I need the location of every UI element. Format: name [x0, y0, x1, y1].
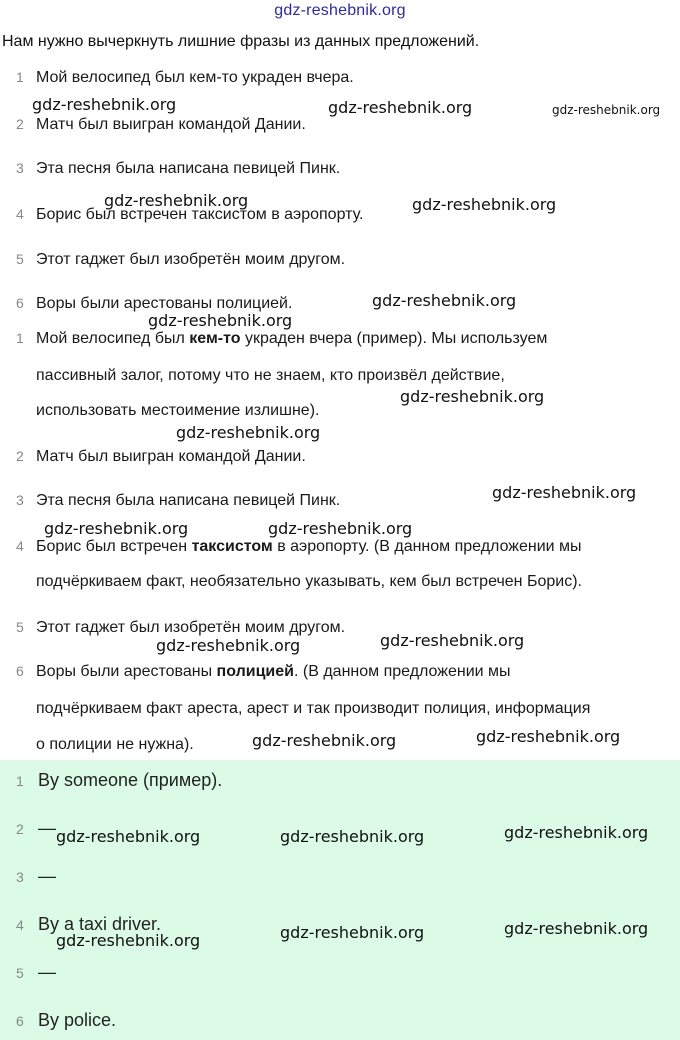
item-text: Эта песня была написана певицей Пинк. — [36, 160, 341, 177]
item-text-line: подчёркиваем факт, необязательно указывать, кем был встречен Борис). — [36, 573, 582, 590]
item-text: Матч был выигран командой Дании. — [36, 448, 306, 465]
item-number: 4 — [16, 538, 24, 554]
watermark-text: gdz-reshebnik.org — [372, 291, 517, 310]
item-number: 5 — [16, 251, 24, 267]
watermark-text: gdz-reshebnik.org — [504, 919, 649, 938]
watermark-text: gdz-reshebnik.org — [492, 483, 637, 502]
watermark-text: gdz-reshebnik.org — [476, 727, 621, 746]
watermark-text: gdz-reshebnik.org — [504, 823, 649, 842]
item-text: Матч был выигран командой Дании. — [36, 116, 306, 133]
item-number: 5 — [16, 965, 24, 981]
item-text-line: использовать местоимение излишне). — [36, 402, 320, 419]
answer-text: — — [38, 866, 56, 886]
item-number: 6 — [16, 1013, 24, 1029]
watermark-text: gdz-reshebnik.org — [252, 731, 397, 750]
item-number: 4 — [16, 206, 24, 222]
item-number: 3 — [16, 869, 24, 885]
item-text: Этот гаджет был изобретён моим другом. — [36, 619, 346, 636]
item-text: Мой велосипед был кем-то украден вчера. — [36, 69, 354, 86]
item-number: 3 — [16, 160, 24, 176]
item-number: 2 — [16, 448, 24, 464]
item-number: 2 — [16, 116, 24, 132]
answer-panel — [0, 760, 680, 1040]
watermark-text: gdz-reshebnik.org — [156, 636, 301, 655]
answer-text: By police. — [38, 1010, 117, 1030]
item-number: 2 — [16, 821, 24, 837]
watermark-text: gdz-reshebnik.org — [380, 631, 525, 650]
item-number: 5 — [16, 619, 24, 635]
watermark-text: gdz-reshebnik.org — [280, 827, 425, 846]
intro-text: Нам нужно вычеркнуть лишние фразы из данных предложений. — [2, 33, 480, 50]
emphasis: таксистом — [191, 538, 273, 555]
item-text: Этот гаджет был изобретён моим другом. — [36, 251, 346, 268]
item-text: Воры были арестованы полицией. — [36, 295, 293, 312]
item-number: 1 — [16, 330, 24, 346]
watermark-text: gdz-reshebnik.org — [412, 195, 557, 214]
item-number: 1 — [16, 773, 24, 789]
emphasis: полицией — [216, 663, 294, 680]
watermark-text: gdz-reshebnik.org — [268, 519, 413, 538]
item-text-line: подчёркиваем факт ареста, арест и так производит полиция, информация — [36, 700, 591, 717]
watermark-text: gdz-reshebnik.org — [400, 387, 545, 406]
watermark-text: gdz-reshebnik.org — [44, 519, 189, 538]
watermark-text: gdz-reshebnik.org — [104, 191, 249, 210]
watermark-text: gdz-reshebnik.org — [32, 95, 177, 114]
watermark-text: gdz-reshebnik.org — [552, 103, 661, 117]
answer-text: — — [38, 818, 56, 838]
item-text: Воры были арестованы полицией. (В данном предложении мы — [36, 663, 511, 680]
emphasis: кем-то — [189, 330, 241, 347]
answer-text: By someone (пример). — [38, 770, 223, 790]
item-text: Эта песня была написана певицей Пинк. — [36, 492, 341, 509]
answer-text: By a taxi driver. — [38, 914, 162, 934]
item-text: Борис был встречен таксистом в аэропорту. (В данном предложении мы — [36, 538, 582, 555]
item-number: 3 — [16, 492, 24, 508]
watermark-text: gdz-reshebnik.org — [148, 311, 293, 330]
item-text-line: о полиции не нужна). — [36, 736, 194, 753]
item-text: Борис был встречен таксистом в аэропорту. — [36, 206, 364, 223]
watermark-text: gdz-reshebnik.org — [176, 423, 321, 442]
item-number: 6 — [16, 663, 24, 679]
item-number: 1 — [16, 69, 24, 85]
answer-text: — — [38, 962, 56, 982]
item-number: 6 — [16, 295, 24, 311]
top-watermark: gdz-reshebnik.org — [274, 2, 406, 19]
item-text: Мой велосипед был кем-то украден вчера (пример). Мы используем — [36, 330, 548, 347]
watermark-text: gdz-reshebnik.org — [328, 98, 473, 117]
watermark-text: gdz-reshebnik.org — [56, 931, 201, 950]
watermark-text: gdz-reshebnik.org — [56, 827, 201, 846]
item-number: 4 — [16, 917, 24, 933]
watermark-text: gdz-reshebnik.org — [280, 923, 425, 942]
item-text-line: пассивный залог, потому что не знаем, кто произвёл действие, — [36, 367, 505, 384]
